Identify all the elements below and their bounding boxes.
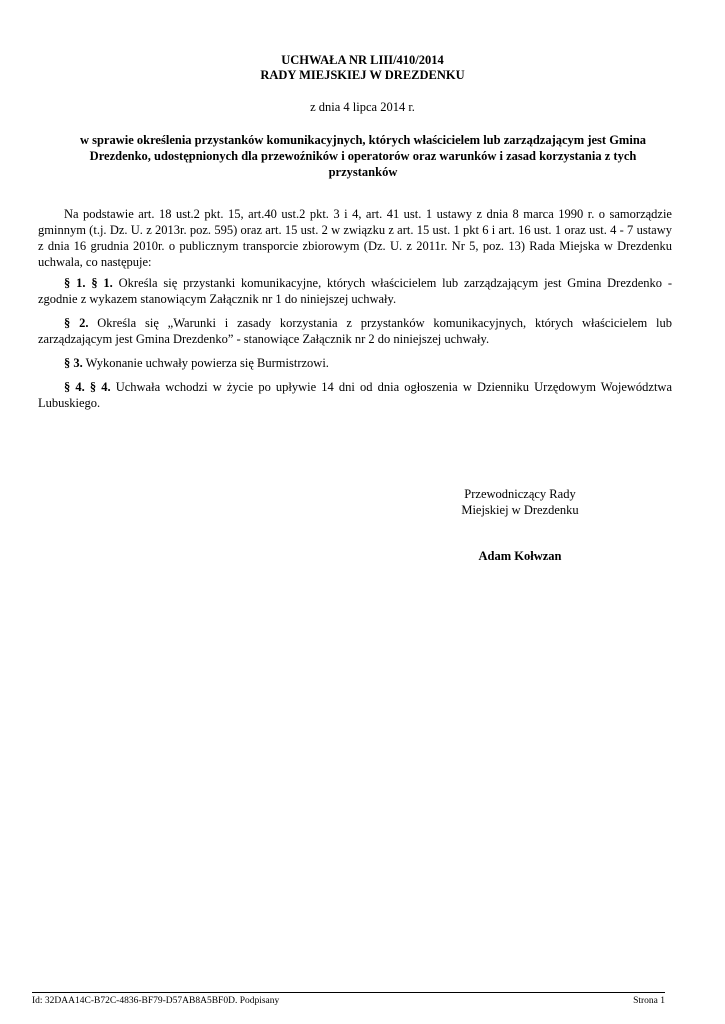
section-3-text: Wykonanie uchwały powierza się Burmistrzowi. [82, 356, 329, 370]
document-id: Id: 32DAA14C-B72C-4836-BF79-D57AB8A5BF0D. Podpisany [32, 996, 280, 1006]
signer-role-line2: Miejskiej w Drezdenku [461, 503, 579, 517]
legal-basis-paragraph: Na podstawie art. 18 ust.2 pkt. 15, art.40 ust.2 pkt. 3 i 4, art. 41 ust. 1 ustawy z dnia 8 marca 1990 r. o samorządzie gminnym (t.j. Dz. U. z 2013r. poz. 595) oraz art. 15 ust. 2 w związku z art. 15 ust. 1 pkt 6 i art. 16 ust. 1 oraz ust. 4 - 7 ustawy z dnia 16 grudnia 2010r. o publicznym transporcie zbiorowym (Dz. U. z 2011r. Nr 5, poz. 13) Rada Miejska w Drezdenku uchwala, co następuje: [38, 207, 672, 269]
resolution-subject: w sprawie określenia przystanków komunikacyjnych, których właścicielem lub zarządzającym jest Gmina Drezdenko, udostępnionych dla przewoźników i operatorów oraz warunków i zasad korzystania z tych przystanków [79, 133, 647, 179]
section-1 [38, 275, 672, 307]
section-4 [38, 379, 672, 411]
resolution-number: UCHWAŁA NR LIII/410/2014 [281, 53, 444, 67]
section-2-label: § 2. [64, 316, 89, 330]
council-name: RADY MIEJSKIEJ W DREZDENKU [260, 68, 465, 82]
section-4-text: Uchwała wchodzi w życie po upływie 14 dni od dnia ogłoszenia w Dzienniku Urzędowym Województwa Lubuskiego. [38, 380, 673, 410]
footer-divider [32, 992, 665, 993]
section-2 [38, 315, 672, 347]
section-4-label: § 4. § 4. [64, 380, 111, 394]
signer-role-line1: Przewodniczący Rady [464, 487, 576, 501]
resolution-date: z dnia 4 lipca 2014 r. [310, 100, 415, 114]
resolution-body [38, 206, 672, 419]
signer-name: Adam Kołwzan [478, 549, 562, 563]
section-3-label: § 3. [64, 356, 83, 370]
page-number: Strona 1 [633, 996, 665, 1006]
section-1-text: Określa się przystanki komunikacyjne, których właścicielem lub zarządzającym jest Gmina Drezdenko - zgodnie z wykazem stanowiącym Załącznik nr 1 do niniejszej uchwały. [38, 276, 672, 306]
section-1-label: § 1. § 1. [64, 276, 113, 290]
section-3 [38, 355, 672, 371]
section-2-text: Określa się „Warunki i zasady korzystania z przystanków komunikacyjnych, których właścicielem lub zarządzającym jest Gmina Drezdenko” - stanowiące Załącznik nr 2 do niniejszej uchwały. [38, 316, 672, 346]
